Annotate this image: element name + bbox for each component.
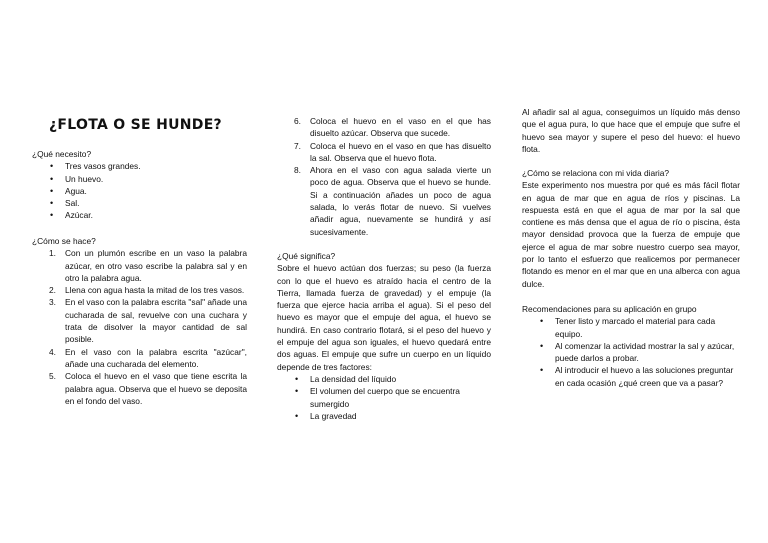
step-text: Con un plumón escribe en un vaso la palabra azúcar, en otro vaso escribe la palabra sal y en otro la palabra agua. <box>65 248 247 283</box>
step-number: 8. <box>294 165 301 176</box>
material-item: • Agua. <box>32 185 247 197</box>
step-text: En el vaso con la palabra escrita "azúcar", añade una cucharada del elemento. <box>65 346 247 369</box>
steps-list <box>32 247 247 407</box>
steps-list-continued <box>277 115 491 238</box>
recomendaciones-section <box>522 303 740 389</box>
step-number: 4. <box>49 346 56 357</box>
steps-continued <box>277 115 491 238</box>
step-item <box>32 284 247 296</box>
step-item <box>277 115 491 140</box>
recomendacion-item: • Tener listo y marcado el material para cada equipo. <box>522 315 740 340</box>
materials-list <box>32 160 247 221</box>
step-number: 2. <box>49 285 56 296</box>
step-text: Coloca el huevo en el vaso en que has disuelto la sal. Observa que el huevo flota. <box>310 140 491 163</box>
step-text: Llena con agua hasta la mitad de los tres vasos. <box>65 285 245 296</box>
intro-section <box>522 106 740 155</box>
step-number: 6. <box>294 116 301 126</box>
factor-item: • La gravedad <box>277 410 491 422</box>
vida-diaria-text: Este experimento nos muestra por qué es más fácil flotar en agua de mar que en agua de ríos y piscinas. La respuesta está en que el agua de mar por la sal que contiene es más densa que el agua de río o piscina, ésta mayor densidad provoca que la fuerza de empuje que ejerce el agua de mar sobre nuestro cuerpo sea mayor, por lo tanto el esfuerzo que realicemos por permanecer flotando es menor en el mar que en una alberca con agua dulce. <box>522 180 740 289</box>
material-item: • Azúcar. <box>32 209 247 221</box>
step-item <box>32 346 247 371</box>
step-number: 3. <box>49 297 56 308</box>
material-item: • Tres vasos grandes. <box>32 160 247 172</box>
step-number: 7. <box>294 140 301 151</box>
step-text: Ahora en el vaso con agua salada vierte un poco de agua. Observa que el huevo se hunde. Si a continuación añades un poco de agua salada, lo verás flotar de nuevo. Si vuelves añadir agua, nuevamente se hundirá y así sucesivamente. <box>310 165 491 237</box>
step-text: Coloca el huevo en el vaso que tiene escrita la palabra agua. Observa que el huevo se deposita en el fondo del vaso. <box>65 371 247 406</box>
step-item <box>32 370 247 407</box>
page-title: ¿FLOTA O SE HUNDE? <box>49 117 222 133</box>
significa-text: Sobre el huevo actúan dos fuerzas; su peso (la fuerza con lo que el huevo es atraído hacia el centro de la Tierra, llamada fuerza de gravedad) y el empuje (la fuerza que ejerce hacia arriba el agua). Si el peso del huevo es mayor que el empuje del agua, el huevo se hundirá. En caso contrario flotará, si el peso del huevo y el empuje del agua son iguales, el huevo quedará entre dos aguas. El empuje que sufre un cuerpo en un líquido depende de tres factores: <box>277 263 491 372</box>
factor-item: • El volumen del cuerpo que se encuentra sumergido <box>277 385 491 410</box>
intro-text: Al añadir sal al agua, conseguimos un líquido más denso que el agua pura, lo que hace que el empuje que sufre el huevo sea mayor y supere el peso del huevo: el huevo flota. <box>522 107 740 154</box>
necesito-section <box>32 148 247 222</box>
step-number: 5. <box>49 371 56 382</box>
recomendaciones-heading: Recomendaciones para su aplicación en grupo <box>522 304 697 314</box>
step-text: Coloca el huevo en el vaso en el que has disuelto azúcar. Observa que sucede. <box>310 116 491 139</box>
recomendacion-item: • Al comenzar la actividad mostrar la sal y azúcar, puede darlos a probar. <box>522 340 740 365</box>
significa-heading: ¿Qué significa? <box>277 251 336 261</box>
necesito-heading: ¿Qué necesito? <box>32 149 92 159</box>
step-item <box>277 140 491 165</box>
step-number: 1. <box>49 248 56 259</box>
como-se-hace-section <box>32 235 247 407</box>
vida-diaria-section <box>522 167 740 290</box>
recomendaciones-list <box>522 315 740 389</box>
step-item <box>32 296 247 345</box>
factor-item: • La densidad del líquido <box>277 373 491 385</box>
step-item <box>32 247 247 284</box>
step-item <box>277 164 491 238</box>
como-se-hace-heading: ¿Cómo se hace? <box>32 236 96 246</box>
factors-list <box>277 373 491 422</box>
significa-section <box>277 250 491 422</box>
material-item: • Sal. <box>32 197 247 209</box>
material-item: • Un huevo. <box>32 173 247 185</box>
recomendacion-item: • Al introducir el huevo a las soluciones preguntar en cada ocasión ¿qué creen que va a pasar? <box>522 364 740 389</box>
vida-diaria-heading: ¿Cómo se relaciona con mi vida diaria? <box>522 168 670 178</box>
step-text: En el vaso con la palabra escrita "sal" añade una cucharada de sal, revuelve con una cuchara y trata de disolver la mayor cantidad de sal posible. <box>65 297 247 345</box>
